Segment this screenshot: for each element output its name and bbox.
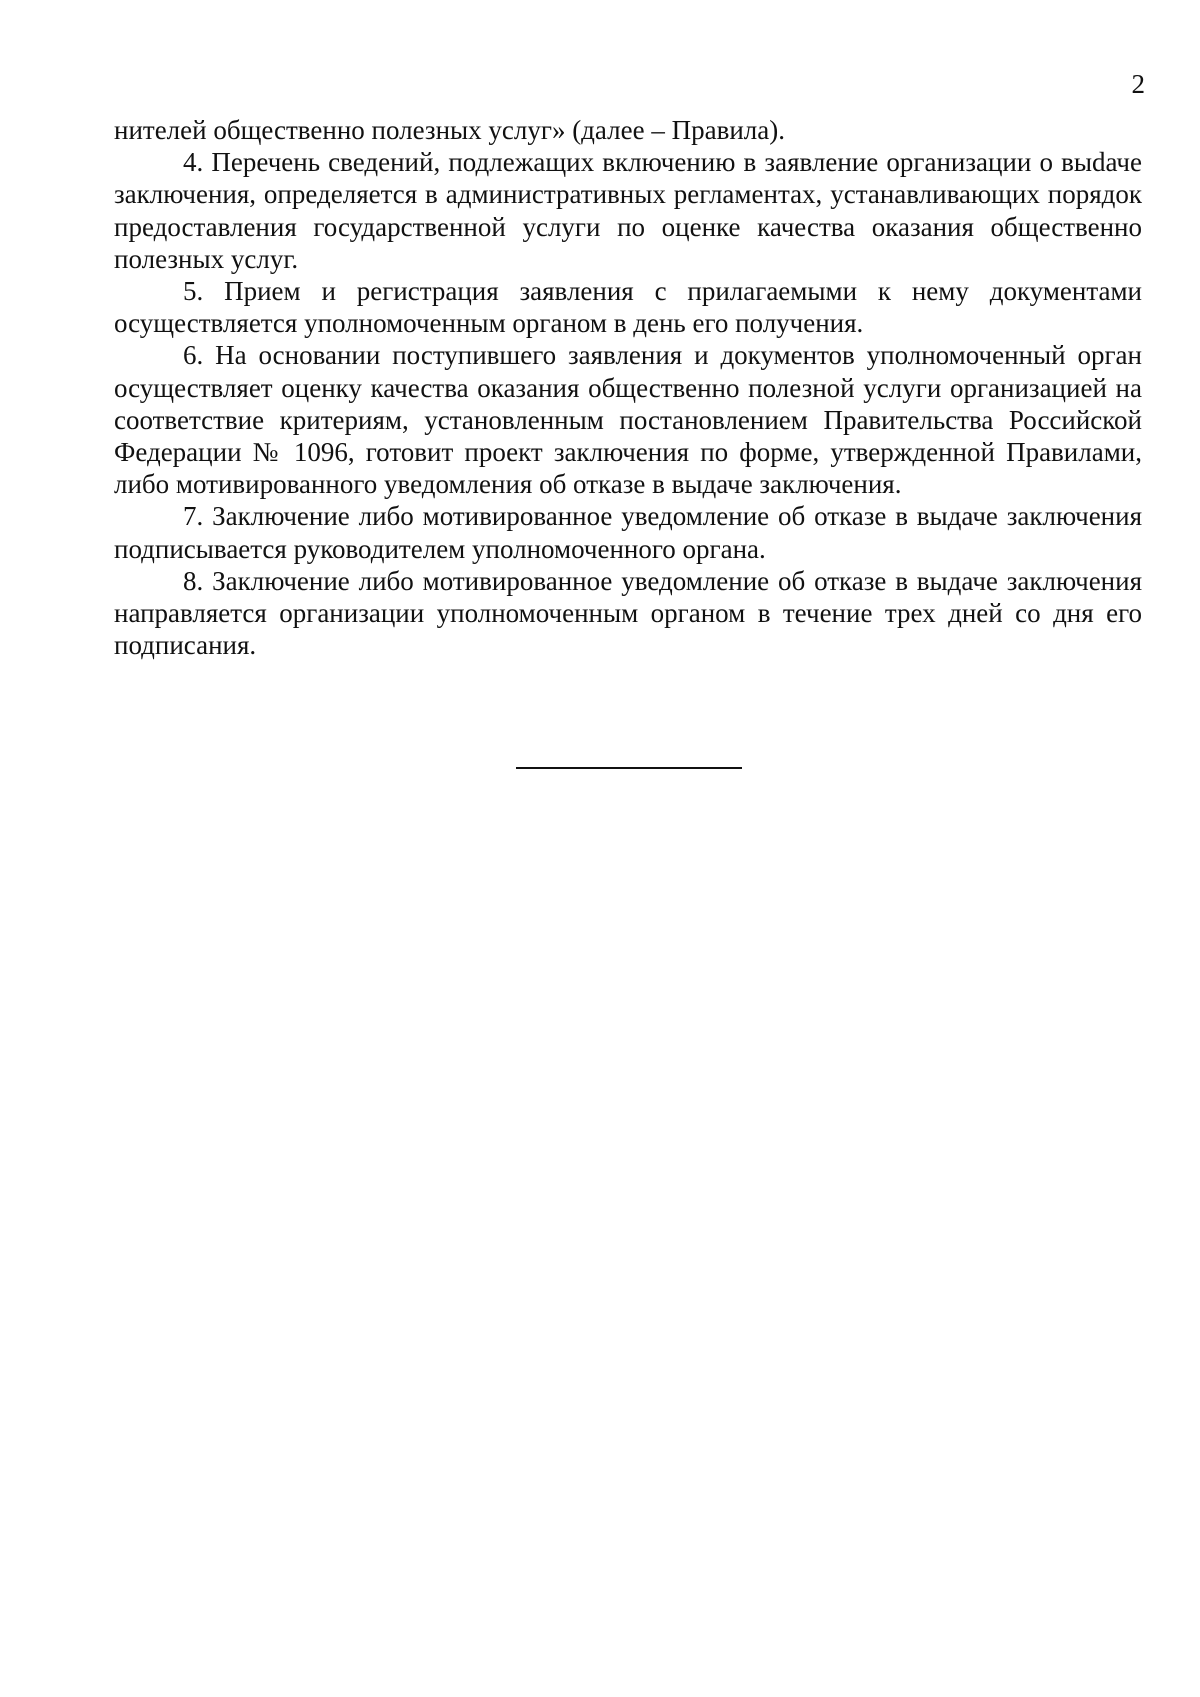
paragraph-7: 7. Заключение либо мотивированное уведомление об отказе в выдаче заключения подписывается руководителем уполномоченного органа. <box>114 501 1142 564</box>
paragraph-6: 6. На основании поступившего заявления и документов уполномоченный орган осуществляет оценку качества оказания общественно полезной услуги организацией на соответствие критериям, установленным постановлением Правительства Российской Федерации № 1096, готовит проект заключения по форме, утвержденной Правилами, либо мотивированного уведомления об отказе в выдаче заключения. <box>114 340 1142 500</box>
page-number: 2 <box>1131 69 1145 99</box>
paragraph-8: 8. Заключение либо мотивированное уведомление об отказе в выдаче заключения направляется организации уполномоченным органом в течение трех дней со дня его подписания. <box>114 565 1142 661</box>
paragraph-5: 5. Прием и регистрация заявления с прилагаемыми к нему документами осуществляется уполномоченным органом в день его получения. <box>114 276 1142 339</box>
document-body <box>114 114 1142 661</box>
paragraph-continuation: нителей общественно полезных услуг» (далее – Правила). <box>114 115 785 145</box>
paragraph-4: 4. Перечень сведений, подлежащих включению в заявление организации о выdаче заключения, определяется в административных регламентах, устанавливающих порядок предоставления государственной услуги по оценке качества оказания общественно полезных услуг. <box>114 147 1142 274</box>
end-of-document-rule <box>516 767 742 769</box>
